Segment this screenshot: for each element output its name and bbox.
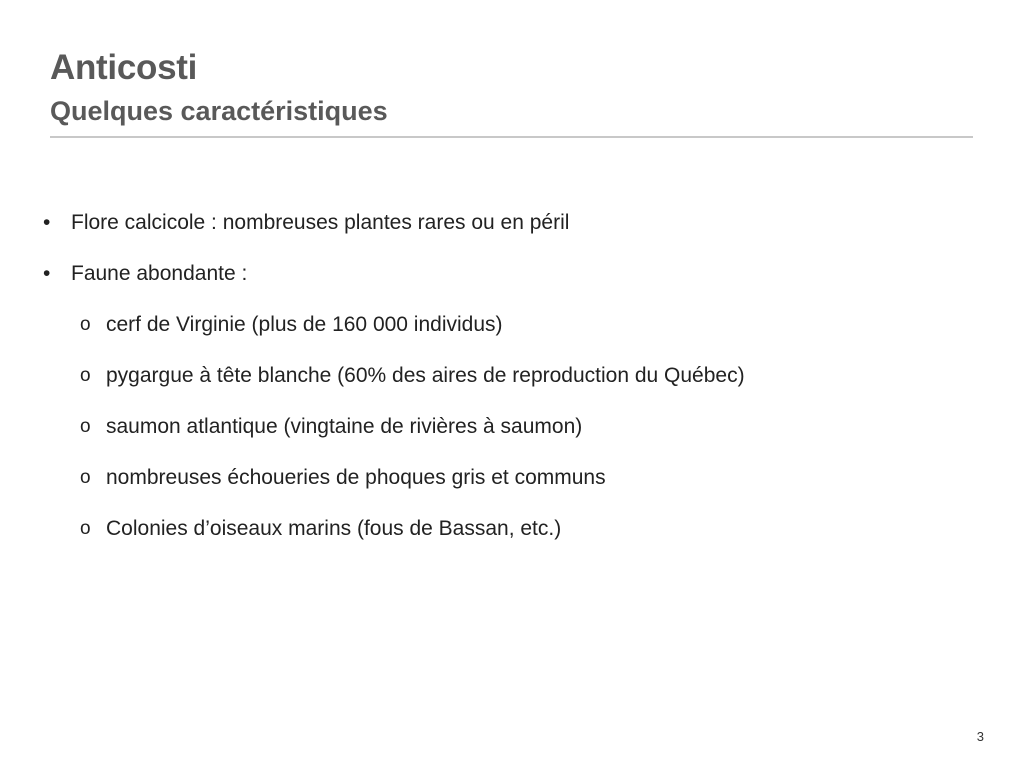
sub-bullet-item: [0, 512, 1024, 563]
slide-subtitle: Quelques caractéristiques: [50, 96, 388, 126]
title-divider: [50, 136, 973, 138]
sub-bullet-text: saumon atlantique (vingtaine de rivières à saumon): [106, 415, 583, 438]
sub-bullet-text: cerf de Virginie (plus de 160 000 individus): [106, 313, 503, 336]
sub-bullet-text: pygargue à tête blanche (60% des aires de reproduction du Québec): [106, 364, 745, 387]
bullet-marker: •: [43, 262, 51, 285]
sub-bullet-marker: o: [80, 518, 91, 539]
sub-bullet-marker: o: [80, 467, 91, 488]
sub-bullet-item: [0, 308, 1024, 359]
sub-bullet-text: nombreuses échoueries de phoques gris et communs: [106, 466, 606, 489]
slide-content: [0, 206, 1024, 563]
sub-bullet-marker: o: [80, 314, 91, 335]
bullet-text: Flore calcicole : nombreuses plantes rares ou en péril: [71, 211, 570, 234]
sub-bullet-item: [0, 461, 1024, 512]
sub-bullet-item: [0, 410, 1024, 461]
sub-bullet-item: [0, 359, 1024, 410]
page-number: 3: [976, 729, 984, 744]
slide-title: Anticosti: [50, 48, 198, 87]
sub-bullet-text: Colonies d’oiseaux marins (fous de Bassan, etc.): [106, 517, 562, 540]
bullet-item: [0, 206, 1024, 257]
sub-bullet-marker: o: [80, 416, 91, 437]
bullet-item: [0, 257, 1024, 308]
bullet-marker: •: [43, 211, 51, 234]
sub-bullet-marker: o: [80, 365, 91, 386]
bullet-text: Faune abondante :: [71, 262, 248, 285]
